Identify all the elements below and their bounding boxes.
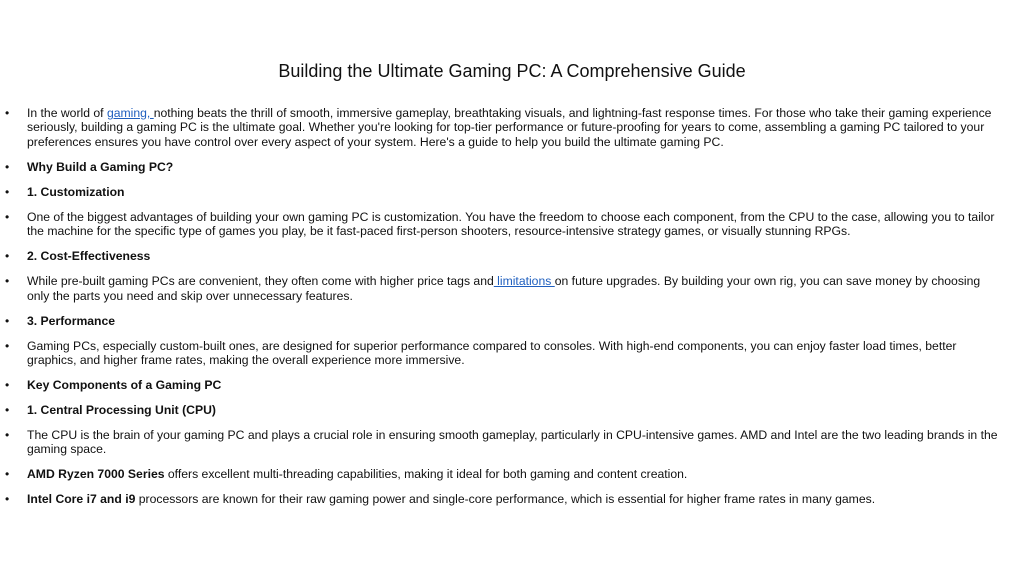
item-text: nothing beats the thrill of smooth, immersive gameplay, breathtaking visuals, and lightning-fast response times. For those who take their gaming experience seriously, building a gaming PC is the ultimate goal. Whether you're looking for top-tier performance or future-proofing for years to come, assembling a gaming PC tailored to your preferences ensures you have control over every aspect of your system. Here's a guide to help you build the ultimate gaming PC. bbox=[27, 106, 992, 149]
section-heading: 1. Central Processing Unit (CPU) bbox=[27, 403, 216, 418]
section-heading: 2. Cost-Effectiveness bbox=[27, 249, 151, 264]
item-text: One of the biggest advantages of building your own gaming PC is customization. You have the freedom to choose each component, from the CPU to the case, allowing you to tailor the machine for the specific type of games you play, be it fast-paced first-person shooters, resource-intensive strategy games, or visually stunning RPGs. bbox=[27, 209, 995, 239]
list-item bbox=[0, 106, 1024, 149]
item-text: While pre-built gaming PCs are convenient, they often come with higher price tags and bbox=[27, 274, 494, 289]
bullet-icon: • bbox=[5, 467, 10, 482]
section-heading: Key Components of a Gaming PC bbox=[27, 378, 222, 393]
bullet-icon: • bbox=[5, 106, 10, 120]
section-heading: 3. Performance bbox=[27, 313, 116, 328]
list-item bbox=[0, 210, 1024, 239]
list-item bbox=[0, 274, 1024, 303]
bullet-list bbox=[0, 106, 1024, 517]
item-text: In the world of bbox=[27, 106, 107, 120]
list-item bbox=[0, 160, 1024, 174]
list-item bbox=[0, 185, 1024, 199]
list-item bbox=[0, 492, 1024, 506]
list-item bbox=[0, 428, 1024, 457]
bullet-icon: • bbox=[5, 274, 10, 289]
list-item bbox=[0, 314, 1024, 328]
item-text: Gaming PCs, especially custom-built ones, are designed for superior performance compared to consoles. With high-end components, you can enjoy faster load times, better graphics, and higher frame rates, making the overall experience more immersive. bbox=[27, 338, 957, 368]
bold-term: Intel Core i7 and i9 bbox=[27, 492, 136, 507]
bullet-icon: • bbox=[5, 403, 10, 418]
list-item bbox=[0, 403, 1024, 417]
item-text: processors are known for their raw gaming power and single-core performance, which is essential for higher frame rates in many games. bbox=[135, 492, 876, 507]
bullet-icon: • bbox=[5, 249, 10, 264]
list-item bbox=[0, 467, 1024, 481]
bullet-icon: • bbox=[5, 428, 10, 443]
bullet-icon: • bbox=[5, 338, 10, 353]
section-heading: Why Build a Gaming PC? bbox=[27, 159, 174, 174]
item-text: The CPU is the brain of your gaming PC and plays a crucial role in ensuring smooth gameplay, particularly in CPU-intensive games. AMD and Intel are the two leading brands in the gaming space. bbox=[27, 428, 998, 457]
bullet-icon: • bbox=[5, 184, 10, 199]
page-title: Building the Ultimate Gaming PC: A Comprehensive Guide bbox=[278, 61, 746, 81]
item-text: on future upgrades. By building your own rig, you can save money by choosing only the parts you need and skip over unnecessary features. bbox=[27, 274, 981, 303]
bullet-icon: • bbox=[5, 209, 10, 224]
list-item bbox=[0, 249, 1024, 263]
gaming-link[interactable]: gaming, bbox=[106, 106, 154, 120]
item-text: offers excellent multi-threading capabilities, making it ideal for both gaming and content creation. bbox=[164, 467, 688, 482]
list-item bbox=[0, 339, 1024, 368]
section-heading: 1. Customization bbox=[27, 184, 125, 199]
bold-term: AMD Ryzen 7000 Series bbox=[27, 467, 165, 482]
bullet-icon: • bbox=[5, 313, 10, 328]
bullet-icon: • bbox=[5, 159, 10, 174]
bullet-icon: • bbox=[5, 492, 10, 507]
list-item bbox=[0, 378, 1024, 392]
bullet-icon: • bbox=[5, 378, 10, 393]
limitations-link[interactable]: limitations bbox=[493, 274, 555, 289]
